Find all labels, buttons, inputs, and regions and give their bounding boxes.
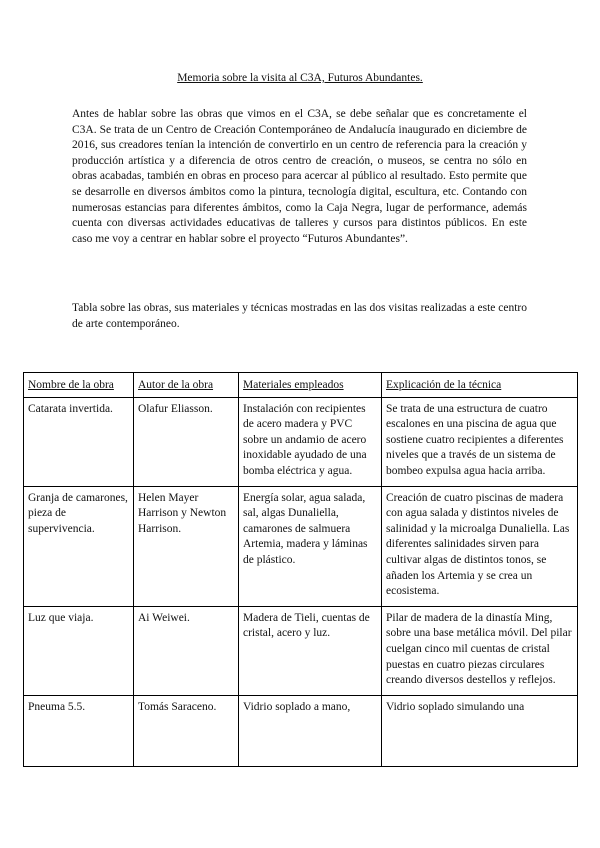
cell-name: Granja de camarones, pieza de supervivencia. bbox=[24, 486, 134, 606]
header-author: Autor de la obra bbox=[134, 373, 239, 398]
cell-materials: Madera de Tieli, cuentas de cristal, acero y luz. bbox=[239, 606, 382, 695]
table-header-row bbox=[24, 373, 578, 398]
cell-technique: Vidrio soplado simulando una bbox=[382, 695, 578, 766]
table-intro-paragraph: Tabla sobre las obras, sus materiales y técnicas mostradas en las dos visitas realizadas a este centro de arte contemporáneo. bbox=[72, 302, 527, 330]
table-row bbox=[24, 486, 578, 606]
cell-author: Ai Weiwei. bbox=[134, 606, 239, 695]
header-name: Nombre de la obra bbox=[24, 373, 134, 398]
cell-materials: Instalación con recipientes de acero madera y PVC sobre un andamio de acero inoxidable ayudado de una bomba eléctrica y agua. bbox=[239, 397, 382, 486]
cell-name: Luz que viaja. bbox=[24, 606, 134, 695]
header-materials: Materiales empleados bbox=[239, 373, 382, 398]
works-table bbox=[23, 372, 578, 767]
cell-materials: Vidrio soplado a mano, bbox=[239, 695, 382, 766]
cell-author: Olafur Eliasson. bbox=[134, 397, 239, 486]
cell-technique: Pilar de madera de la dinastía Ming, sobre una base metálica móvil. Del pilar cuelgan cinco mil cuentas de cristal puestas en cuatro piezas circulares creando diversos destellos y reflejos. bbox=[382, 606, 578, 695]
table-row bbox=[24, 695, 578, 766]
cell-materials: Energía solar, agua salada, sal, algas Dunaliella, camarones de salmuera Artemia, madera y láminas de plástico. bbox=[239, 486, 382, 606]
cell-name: Pneuma 5.5. bbox=[24, 695, 134, 766]
header-technique: Explicación de la técnica bbox=[382, 373, 578, 398]
table-row bbox=[24, 397, 578, 486]
cell-name: Catarata invertida. bbox=[24, 397, 134, 486]
cell-author: Helen Mayer Harrison y Newton Harrison. bbox=[134, 486, 239, 606]
table-row bbox=[24, 606, 578, 695]
page-title: Memoria sobre la visita al C3A, Futuros Abundantes. bbox=[177, 72, 423, 84]
intro-paragraph: Antes de hablar sobre las obras que vimos en el C3A, se debe señalar que es concretamente el C3A. Se trata de un Centro de Creación Contemporáneo de Andalucía inaugurado en diciembre de 2016, sus creadores tenían la intención de convertirlo en un centro de referencia para la creación y producción artística y a diferencia de otros centro de creación, o museos, se centra no sólo en obras acabadas, también en obras en proceso para acercar al público al resultado. Esto permite que se desarrolle en diversos ámbitos como la pintura, tecnología digital, escultura, etc. Contando con numerosas estancias para diferentes ámbitos, como la Caja Negra, lugar de performance, además cuenta con diversas actividades educativas de talleres y cursos para distintos públicos. En este caso me voy a centrar en hablar sobre el proyecto “Futuros Abundantes”. bbox=[72, 108, 527, 245]
cell-technique: Creación de cuatro piscinas de madera con agua salada y distintos niveles de salinidad y la microalga Dunaliella. Las diferentes salinidades sirven para cultivar algas de distintos tonos, se añaden los Artemia y se crea un ecosistema. bbox=[382, 486, 578, 606]
cell-technique: Se trata de una estructura de cuatro escalones en una piscina de agua que sostiene cuatro recipientes a diferentes niveles que a través de un sistema de bombeo expulsa agua hacia arriba. bbox=[382, 397, 578, 486]
cell-author: Tomás Saraceno. bbox=[134, 695, 239, 766]
